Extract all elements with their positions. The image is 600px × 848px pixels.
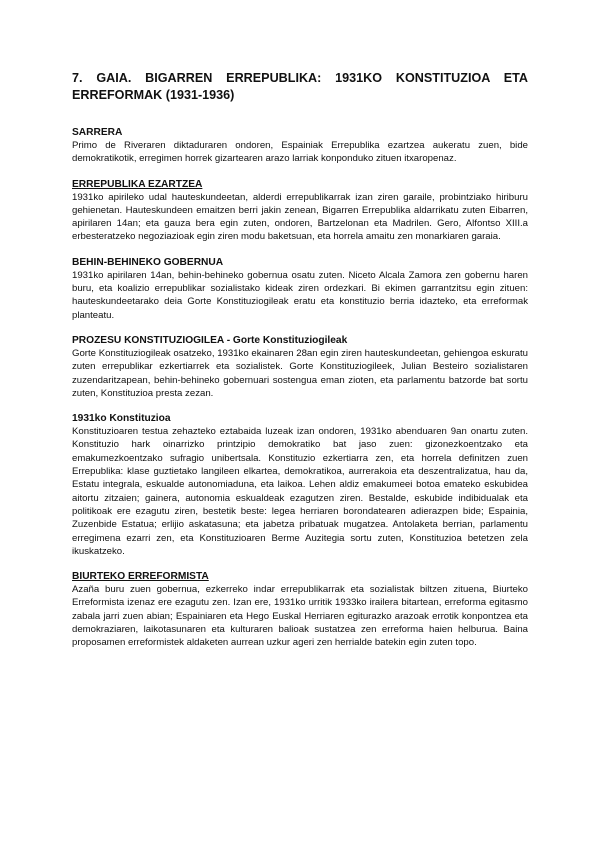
section-text: Primo de Riveraren diktaduraren ondoren, Espainiak Errepublika ezartzea aukeratu zuen, bide demokratikotik, erregimen horrek gizartearen arazo larriak konponduko zituen itxaropenaz.	[72, 140, 528, 165]
section-1931ko-konstituzioa	[72, 412, 528, 558]
section-subheading: - Gorte Konstituziogileak	[223, 334, 348, 346]
section-text: Azaña buru zuen gobernua, ezkerreko indar errepublikarrak eta sozialistak biltzen zituena, Biurteko Erreformista izenaz ere ezagutu zen. Izan ere, 1931ko urritik 1933ko irailera bitartean, erreforma egitasmo zabala jarri zuen abian; Espainiaren eta Hego Euskal Herriaren egiturazko arazoak errotik konpontzea eta demokraziaren, laikotasunaren eta kulturaren balioak sustatzea zen erreforma haien helburua. Baina proposamen erreformistek aldaketen aurrean uzkur ageri zen herrialde batekin egin zuten topo.	[72, 584, 528, 649]
section-heading: SARRERA	[72, 127, 123, 138]
section-heading: ERREPUBLIKA EZARTZEA	[72, 178, 203, 190]
section-sarrera	[72, 126, 528, 166]
section-text: 1931ko apirilaren 14an, behin-behineko gobernua osatu zuten. Niceto Alcala Zamora zen gobernu haren buru, eta koalizio errepublikar sozialistako kideak ziren ordezkari. Bi ekimen garrantzitsu egin zituen: hauteskundeetarako deia Gorte Konstituziogileak eratu eta konstituzio berria idazteko, eta erreformak planteatu.	[72, 269, 528, 321]
section-prozesu-konstituziogilea	[72, 334, 528, 400]
section-text: 1931ko apirileko udal hauteskundeetan, alderdi errepublikarrak izan ziren garaile, probintziako hiriburu gehienetan. Hauteskundeen emaitzen berri jakin zenean, Bigarren Errepublika aldarrikatu zuten Eibarren, apirilaren 14an; eta gauza bera egin zuten, ondoren, Bartzelonan eta Madrilen. Gero, Alfontso XIII.a erbesteratzeko negoziazioak egin ziren modu baketsuan, eta horrela amaitu zen monarkiaren garaia.	[72, 191, 528, 243]
section-heading: BEHIN-BEHINEKO GOBERNUA	[72, 256, 224, 268]
section-heading-main: PROZESU KONSTITUZIOGILEA	[72, 334, 224, 346]
section-behin-behineko-gobernua	[72, 256, 528, 322]
document-title: 7. GAIA. BIGARREN ERREPUBLIKA: 1931KO KONSTITUZIOA ETA ERREFORMAK (1931-1936)	[72, 71, 528, 102]
section-biurteko-erreformista	[72, 570, 528, 649]
section-heading: BIURTEKO ERREFORMISTA	[72, 571, 209, 583]
section-errepublika-ezartzea	[72, 178, 528, 244]
section-text: Gorte Konstituziogileak osatzeko, 1931ko ekainaren 28an egin ziren hauteskundeetan, gehiengoa eskuratu zuten errepublikar ezkertiarrek eta sozialistek. Gorte Konstituziogileek, Julian Besteiro sozialistaren zuzendaritzapean, behin-behineko gobernuari sostengua eman zioten, eta parlamentu batzorde bat sortu zuten, Konstituzioa presta zezan.	[72, 347, 528, 399]
section-text: Konstituzioaren testua zehazteko eztabaida luzeak izan ondoren, 1931ko abenduaren 9an onartu zuten. Konstituzio hark oinarrizko printzipio demokratiko bat jaso zuen: gizonezkoentzako eta emakumezkoentzako sufragio unibertsala. Konstituzio ezkertiarra zen, eta horrela definitzen zuen Errepublika: klase guztietako langileen elkartea, demokratikoa, aurrerakoia eta deszentralizatua, hau da, Estatu integrala, eskualde autonomiaduna, eta laikoa. Lehen aldiz emakumeei botoa emateko eskubidea aitortu zitzaien; gainera, autonomia eskualdeak ezagutzen ziren. Bestalde, eskubide indibidualak eta politikoak ere ezagutu ziren, bestetik beste: legea herriaren borondatearen adierazpen bide; Espainia, Zuzenbide Estatua; erlijio askatasuna; eta jabetza pribatuak mugatzea. Antolaketa berrian, parlamentu erregimena ezarri zen, eta Konstituzioaren Berme Auzitegia sortu zuten, Konstituzioa betetzen zela ikuskatzeko.	[72, 426, 528, 557]
document-page	[72, 70, 528, 662]
section-heading	[72, 334, 528, 347]
section-heading: 1931ko Konstituzioa	[72, 413, 171, 425]
